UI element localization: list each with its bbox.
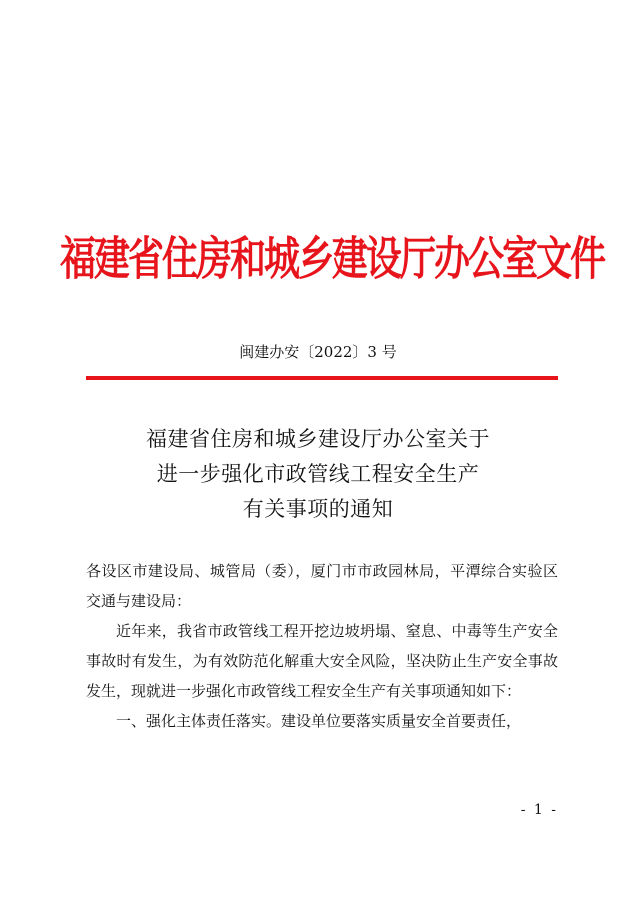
body-paragraph-section-1: 一、强化主体责任落实。建设单位要落实质量安全首要责任， [116, 712, 522, 730]
notice-title [60, 422, 576, 527]
document-number: 闽建办安〔2022〕3 号 [239, 343, 397, 361]
addressee-paragraph: 各设区市建设局、城管局（委），厦门市市政园林局，平潭综合实验区交通与建设局： [86, 562, 558, 610]
notice-title-line-1: 福建省住房和城乡建设厅办公室关于 [146, 427, 490, 451]
document-body [86, 556, 558, 736]
notice-title-line-2: 进一步强化市政管线工程安全生产 [156, 462, 480, 486]
page-number: - 1 - [520, 802, 558, 818]
header-divider-line [86, 376, 558, 380]
body-paragraph-intro: 近年来，我省市政管线工程开挖边坡坍塌、窒息、中毒等生产安全事故时有发生，为有效防范化解重大安全风险，坚决防止生产安全事故发生，现就进一步强化市政管线工程安全生产有关事项通知如下： [86, 622, 558, 700]
notice-title-line-3: 有关事项的通知 [242, 497, 394, 521]
document-header-title: 福建省住房和城乡建设厅办公室文件 [60, 233, 605, 286]
